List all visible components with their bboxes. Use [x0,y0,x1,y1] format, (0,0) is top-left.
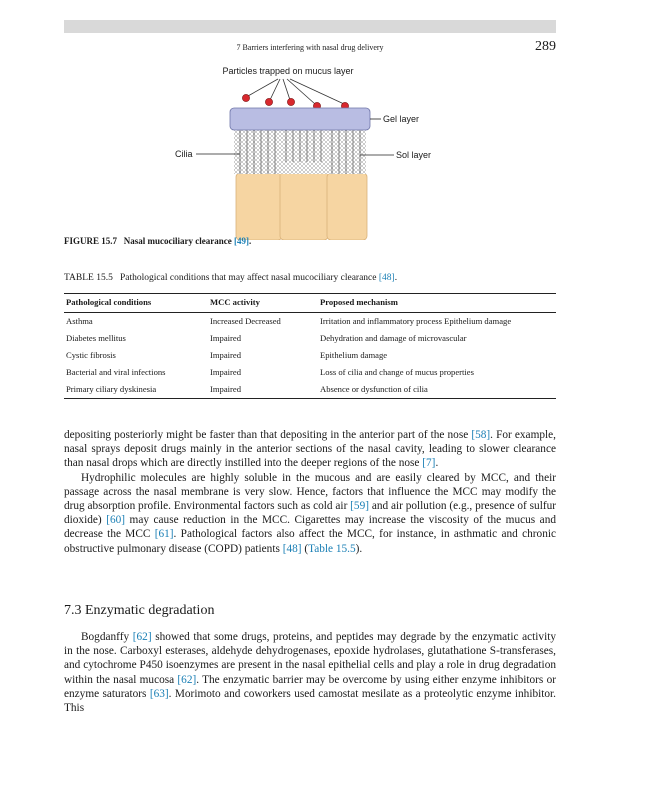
citation-link[interactable]: [59] [350,500,369,513]
citation-link[interactable]: [48] [378,273,395,283]
particle [242,94,249,101]
table-cell: Dehydration and damage of microvascular [320,333,467,343]
table-caption: TABLE 15.5 Pathological conditions that may affect nasal mucociliary clearance [48]. [64,273,398,283]
pathology-table [64,293,556,399]
table-cell: Diabetes mellitus [66,333,126,343]
column-header: MCC activity [208,294,318,313]
column-header: Pathological conditions [64,294,208,313]
paragraph: Hydrophilic molecules are highly soluble in the mucous and are easily cleared by MCC, and their passage across the nasal membrane is very slow. Hence, factors that influence the MCC may modify the drug absorption profile. Environmental factors such as cold air [59] and air pollution (e.g., presence of sulfur dioxide) [60] may cause reduction in the MCC. Cigarettes may increase the viscosity of the mucus and decrease the MCC [61]. Pathological factors also affect the MCC, for instance, in asthmatic and chronic obstructive pulmonary disease (COPD) patients [48] (Table 15.5). [64,471,557,555]
table-cell: Bacterial and viral infections [66,367,166,377]
citation-link[interactable]: [62] [177,673,197,686]
header-bar [64,20,556,33]
table-row [64,381,556,399]
paragraph: depositing posteriorly might be faster than that depositing in the anterior part of the nose [58]. For example, nasal sprays deposit drugs mainly in the anterior sections of the nasal cavity, leading to slower clearance than nasal drops which are directly instilled into the deeper regions of the nose [7]. [64,429,556,470]
table-title: Pathological conditions that may affect nasal mucociliary clearance [119,273,377,283]
citation-link[interactable]: [7] [422,457,436,470]
table-cell: Increased Decreased [210,316,281,326]
table-cell: Loss of cilia and change of mucus properties [320,367,474,377]
section-heading: 7.3 Enzymatic degradation [64,603,215,618]
citation-link[interactable]: [49] [234,236,249,246]
body-paragraphs [64,428,556,556]
citation-link[interactable]: [48] [282,542,302,555]
table-row [64,347,556,364]
table-cell: Epithelium damage [320,350,388,360]
column-header: Proposed mechanism [318,294,556,313]
particle-pointers [248,79,344,104]
gel-layer [230,108,370,130]
label-gel: Gel layer [383,114,420,124]
running-title: 7 Barriers interfering with nasal drug delivery [236,43,384,52]
table-cell: Impaired [210,350,242,360]
table-cell: Impaired [208,381,318,399]
table-cell: Impaired [210,333,242,343]
epithelial-cell [327,173,367,240]
citation-link[interactable]: [58] [471,429,491,441]
table-cell: Impaired [210,367,242,377]
citation-link[interactable]: [62] [132,631,152,643]
figure-label: FIGURE 15.7 [64,236,118,246]
table-link[interactable]: Table 15.5 [308,542,356,555]
label-cilia: Cilia [175,149,193,159]
page-number: 289 [535,39,556,54]
particle [287,98,294,105]
table-row [64,330,556,347]
citation-link[interactable]: [60] [106,514,126,527]
particle [265,98,272,105]
table-cell: Irritation and inflammatory process Epithelium damage [320,316,512,326]
table-cell: Asthma [66,316,93,326]
table-header-row [64,294,556,313]
epithelial-cell [236,173,282,240]
figure-title: Nasal mucociliary clearance [123,236,232,246]
paragraph: Bogdanffy [62] showed that some drugs, proteins, and peptides may degrade by the enzymatic activity in the nose. Carboxyl esterases, aldehyde dehydrogenases, epoxide hydrolases, glutathatione S-transferases, and cytochrome P450 isoenzymes are present in the nasal epithelial cells and play a role in drug degradation within the nasal mucosa [62]. The enzymatic barrier may be overcome by using either enzyme inhibitors or enzyme saturators [63]. Morimoto and coworkers used camostat mesilate as a proteolytic enzyme inhibitor. This [64,631,557,715]
table-label: TABLE 15.5 [64,273,113,283]
table-cell: Absence or dysfunction of cilia [318,381,556,399]
label-particles: Particles trapped on mucus layer [222,66,354,76]
citation-link[interactable]: [61] [154,528,174,541]
table-cell: Cystic fibrosis [66,350,116,360]
table-cell: Primary ciliary dyskinesia [64,381,208,399]
table-row [64,364,556,381]
figure-caption: FIGURE 15.7 Nasal mucociliary clearance [49]. [64,236,252,246]
table-row [64,313,556,331]
mucus-particles [242,94,348,109]
body-paragraphs-section [64,630,556,715]
running-head [64,40,556,56]
label-sol: Sol layer [396,150,432,160]
citation-link[interactable]: [63] [149,687,169,700]
mucociliary-diagram [170,62,470,240]
